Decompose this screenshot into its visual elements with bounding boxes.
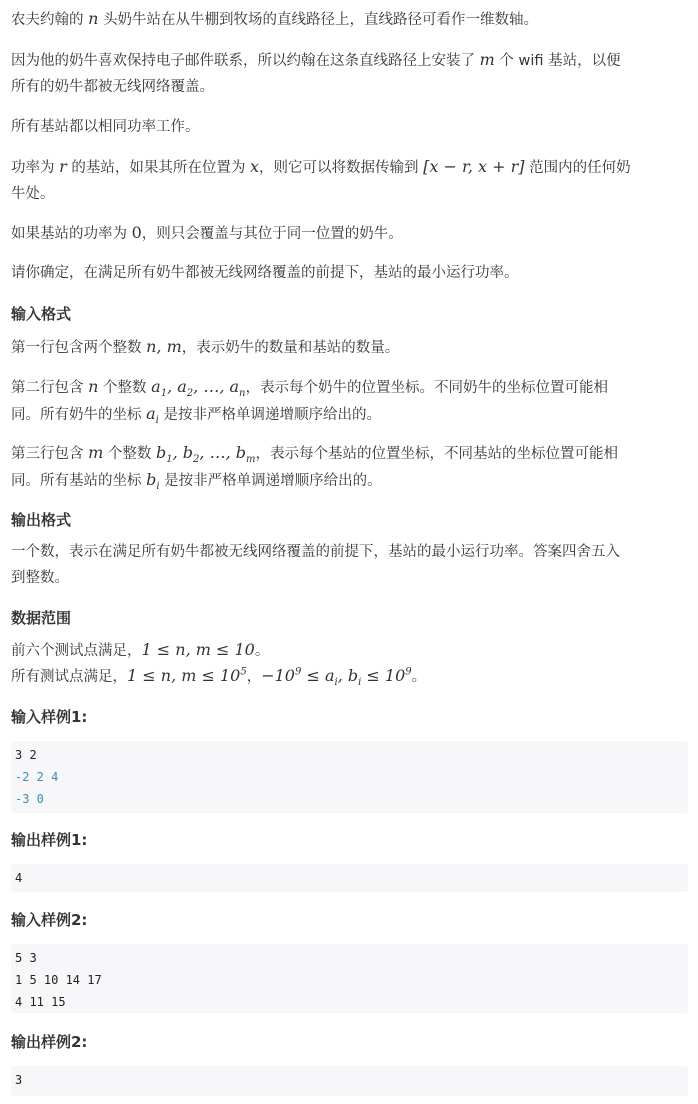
- text: ，表示每个奶牛的位置坐标。不同奶牛的坐标位置可能相: [245, 380, 608, 396]
- code-line: 3 2: [15, 748, 37, 762]
- text: 个整数: [103, 446, 156, 462]
- math-a-sequence: $a_1$, $a_2$, …, $a_n$: [151, 377, 246, 400]
- math-zero: 0: [131, 223, 142, 242]
- text: 。: [254, 643, 270, 659]
- text: ，表示奶牛的数量和基站的数量。: [181, 340, 400, 356]
- text: 个 wifi 基站，以便: [494, 53, 621, 69]
- math-ai: $a_i$: [146, 404, 159, 427]
- code-line: -3 0: [15, 792, 44, 806]
- paragraph-range: [11, 154, 688, 207]
- heading-sample-output-2: 输出样例2:: [11, 1033, 88, 1051]
- text: 所有的奶牛都被无线网络覆盖。: [11, 79, 214, 95]
- text: 同。所有奶牛的坐标: [11, 407, 147, 423]
- math-m: m: [88, 443, 104, 462]
- text: 前六个测试点满足，: [11, 643, 142, 659]
- sample-output-2-code: [11, 1066, 688, 1096]
- text: 到整数。: [11, 570, 69, 586]
- text: 功率为: [11, 160, 60, 176]
- math-n: n: [88, 377, 99, 396]
- code-line: 4: [15, 871, 23, 885]
- sample-output-1-code: [11, 864, 688, 892]
- text: 个整数: [98, 380, 152, 396]
- input-line-1: [11, 334, 688, 361]
- text: ，则它可以将数据传输到: [259, 160, 424, 176]
- code-line: -2 2 4: [15, 770, 59, 784]
- code-line: 5 3: [15, 951, 37, 965]
- text: 是按非严格单调递增顺序给出的。: [158, 407, 381, 423]
- text: 一个数，表示在满足所有奶牛都被无线网络覆盖的前提下，基站的最小运行功率。答案四舍五入: [11, 544, 620, 560]
- paragraph-intro: [11, 6, 688, 33]
- paragraph-task: [11, 260, 688, 286]
- math-constraint-small: 1 ≤ n, m ≤ 10: [141, 640, 255, 659]
- text: 第二行包含: [11, 380, 89, 396]
- heading-output-format: 输出格式: [11, 511, 72, 529]
- code-line: 1 5 10 14 17: [15, 973, 102, 987]
- text: 同。所有基站的坐标: [11, 473, 147, 489]
- text: 头奶牛站在从牛棚到牧场的直线路径上，直线路径可看作一维数轴。: [98, 12, 539, 28]
- math-n-m: n, m: [146, 337, 182, 356]
- paragraph-wifi: [11, 47, 688, 100]
- output-description: [11, 539, 688, 591]
- text: 第一行包含两个整数: [11, 340, 147, 356]
- math-range: [x − r, x + r]: [423, 157, 525, 176]
- text: 牛处。: [11, 186, 55, 202]
- heading-input-format: 输入格式: [11, 305, 72, 323]
- code-line: 3: [15, 1073, 23, 1087]
- math-m: m: [479, 50, 495, 69]
- range-line-2: [11, 663, 688, 690]
- heading-sample-output-1: 输出样例1:: [11, 831, 88, 849]
- math-r: r: [59, 157, 67, 176]
- math-constraint-coords: $-10^9 \le a_i$, $b_i \le 10^9$: [261, 666, 412, 689]
- heading-sample-input-1: 输入样例1:: [11, 708, 88, 726]
- text: 所有测试点满足，: [11, 669, 127, 685]
- math-constraint-all: 1 ≤ n, $m \le 10^5$: [127, 666, 247, 685]
- text: 所有基站都以相同功率工作。: [11, 119, 200, 135]
- text: ，: [246, 669, 262, 685]
- text: 的基站，如果其所在位置为: [66, 160, 250, 176]
- text: 因为他的奶牛喜欢保持电子邮件联系，所以约翰在这条直线路径上安装了: [11, 53, 480, 69]
- paragraph-power: [11, 114, 688, 140]
- text: 范围内的任何奶: [524, 160, 631, 176]
- heading-data-range: 数据范围: [11, 609, 72, 627]
- text: 请你确定，在满足所有奶牛都被无线网络覆盖的前提下，基站的最小运行功率。: [11, 265, 519, 281]
- text: ，表示每个基站的位置坐标，不同基站的坐标位置可能相: [255, 446, 618, 462]
- range-line-1: [11, 637, 688, 664]
- text: 第三行包含: [11, 446, 89, 462]
- text: 如果基站的功率为: [11, 226, 132, 242]
- code-line: 4 11 15: [15, 995, 66, 1009]
- text: 农夫约翰的: [11, 12, 89, 28]
- math-b-sequence: $b_1$, $b_2$, …, $b_m$: [156, 443, 256, 466]
- math-n: n: [88, 9, 99, 28]
- text: ，则只会覆盖与其位于同一位置的奶牛。: [141, 226, 403, 242]
- text: 。: [411, 669, 427, 685]
- heading-sample-input-2: 输入样例2:: [11, 911, 88, 929]
- paragraph-zero-power: [11, 220, 688, 247]
- math-x: x: [249, 157, 260, 176]
- input-line-3: [11, 440, 688, 494]
- text: 是按非严格单调递增顺序给出的。: [159, 473, 382, 489]
- input-line-2: [11, 374, 688, 428]
- math-bi: $b_i$: [146, 470, 160, 493]
- sample-input-1-code: [11, 741, 688, 813]
- sample-input-2-code: [11, 944, 688, 1013]
